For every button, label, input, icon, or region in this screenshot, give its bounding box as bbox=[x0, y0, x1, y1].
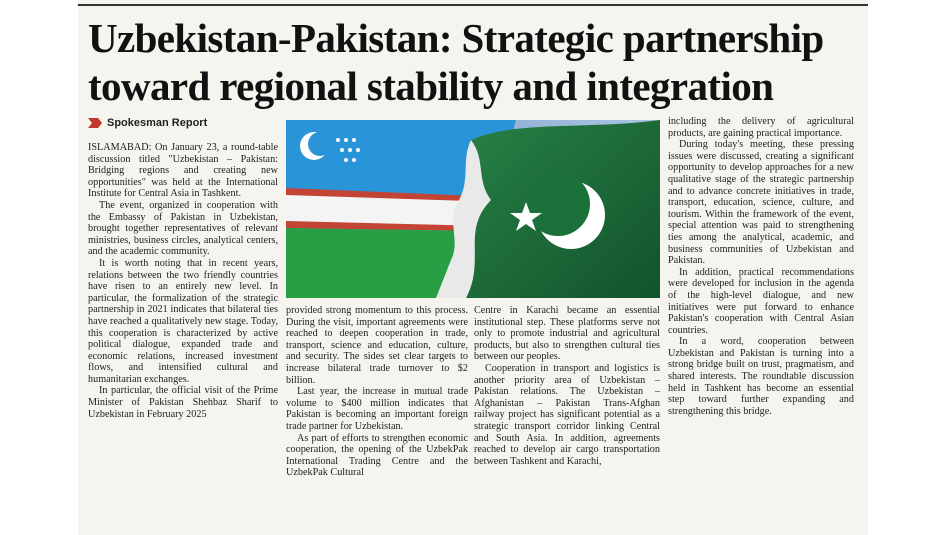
flags-photo-icon bbox=[286, 120, 660, 298]
paragraph: As part of efforts to strengthen economic cooperation, the opening of the UzbekPak International Trading Centre and the UzbekPak Cultural bbox=[286, 432, 468, 479]
paragraph: In addition, practical recommendations were developed for inclusion in the agenda of the high-level dialogue, and new initiatives were put forward to enhance Pakistan's cooperation with Central Asian countries. bbox=[668, 266, 854, 336]
paragraph: Cooperation in transport and logistics is another priority area of Uzbekistan – Pakistan relations. The Uzbekistan – Afghanistan – Pakistan Trans-Afghan railway project has significant potential as a strategic transport corridor linking Central and South Asia. In addition, agreements reached to develop air cargo transportation between Tashkent and Karachi, bbox=[474, 362, 660, 467]
byline-text: Spokesman Report bbox=[107, 117, 208, 129]
paragraph: provided strong momentum to this process. During the visit, important agreements were reached to deepen cooperation in trade, transport, science and education, culture, and security. The sides set clear targets to increase bilateral trade turnover to $2 billion. bbox=[286, 305, 468, 386]
paragraph: The event, organized in cooperation with the Embassy of Pakistan in Uzbekistan, brought together representatives of relevant ministries, business circles, analytical centers, and the academic community. bbox=[88, 199, 278, 258]
paragraph: In a word, cooperation between Uzbekistan and Pakistan is turning into a strong bridge built on trust, pragmatism, and shared interests. The roundtable discussion held in Tashkent has become an essential step toward further expanding and strengthening this bridge. bbox=[668, 336, 854, 417]
headline bbox=[88, 14, 868, 110]
flags-photo bbox=[286, 120, 660, 298]
paragraph: ISLAMABAD: On January 23, a round-table discussion titled "Uzbekistan – Pakistan: Bridging regions and creating new opportunities" was held at the International Institute for Central Asia in Tashkent. bbox=[88, 142, 278, 200]
paragraph: In particular, the official visit of the Prime Minister of Pakistan Shehbaz Sharif to Uzbekistan in February 2025 bbox=[88, 385, 278, 420]
paragraph: During today's meeting, these pressing issues were discussed, creating a significant opportunity to develop approaches for a new qualitative stage of the strategic partnership and to advance concrete initiatives in trade, transport, education, science, culture, and tourism. Within the framework of the event, special attention was paid to strengthening ties among the analytical, academic, and business communities of Uzbekistan and Pakistan. bbox=[668, 139, 854, 267]
paragraph: Last year, the increase in mutual trade volume to $400 million indicates that Pakistan is becoming an important foreign trade partner for Uzbekistan. bbox=[286, 386, 468, 432]
column-1 bbox=[88, 142, 278, 527]
headline-line-2: toward regional stability and integration bbox=[88, 63, 774, 109]
column-2 bbox=[286, 305, 468, 527]
byline-icon bbox=[88, 118, 102, 128]
column-4 bbox=[668, 116, 854, 527]
paragraph: Centre in Karachi became an essential institutional step. These platforms serve not only to promote industrial and agricultural products, but also to strengthen cultural ties between our peoples. bbox=[474, 305, 660, 363]
paragraph: including the delivery of agricultural products, are gaining practical importance. bbox=[668, 116, 854, 139]
top-rule bbox=[78, 4, 868, 6]
paragraph: It is worth noting that in recent years, relations between the two friendly countries have risen to an entirely new level. In particular, the formalization of the strategic partnership in 2021 indicates that bilateral ties have reached a qualitatively new stage. Today, this cooperation is characterized by active political dialogue, expanded trade and economic relations, increased investment flows, and intensified cultural and humanitarian exchanges. bbox=[88, 257, 278, 385]
byline bbox=[88, 116, 207, 130]
column-3 bbox=[474, 305, 660, 527]
newspaper-page bbox=[78, 0, 868, 535]
headline-line-1: Uzbekistan-Pakistan: Strategic partnership bbox=[88, 15, 824, 61]
